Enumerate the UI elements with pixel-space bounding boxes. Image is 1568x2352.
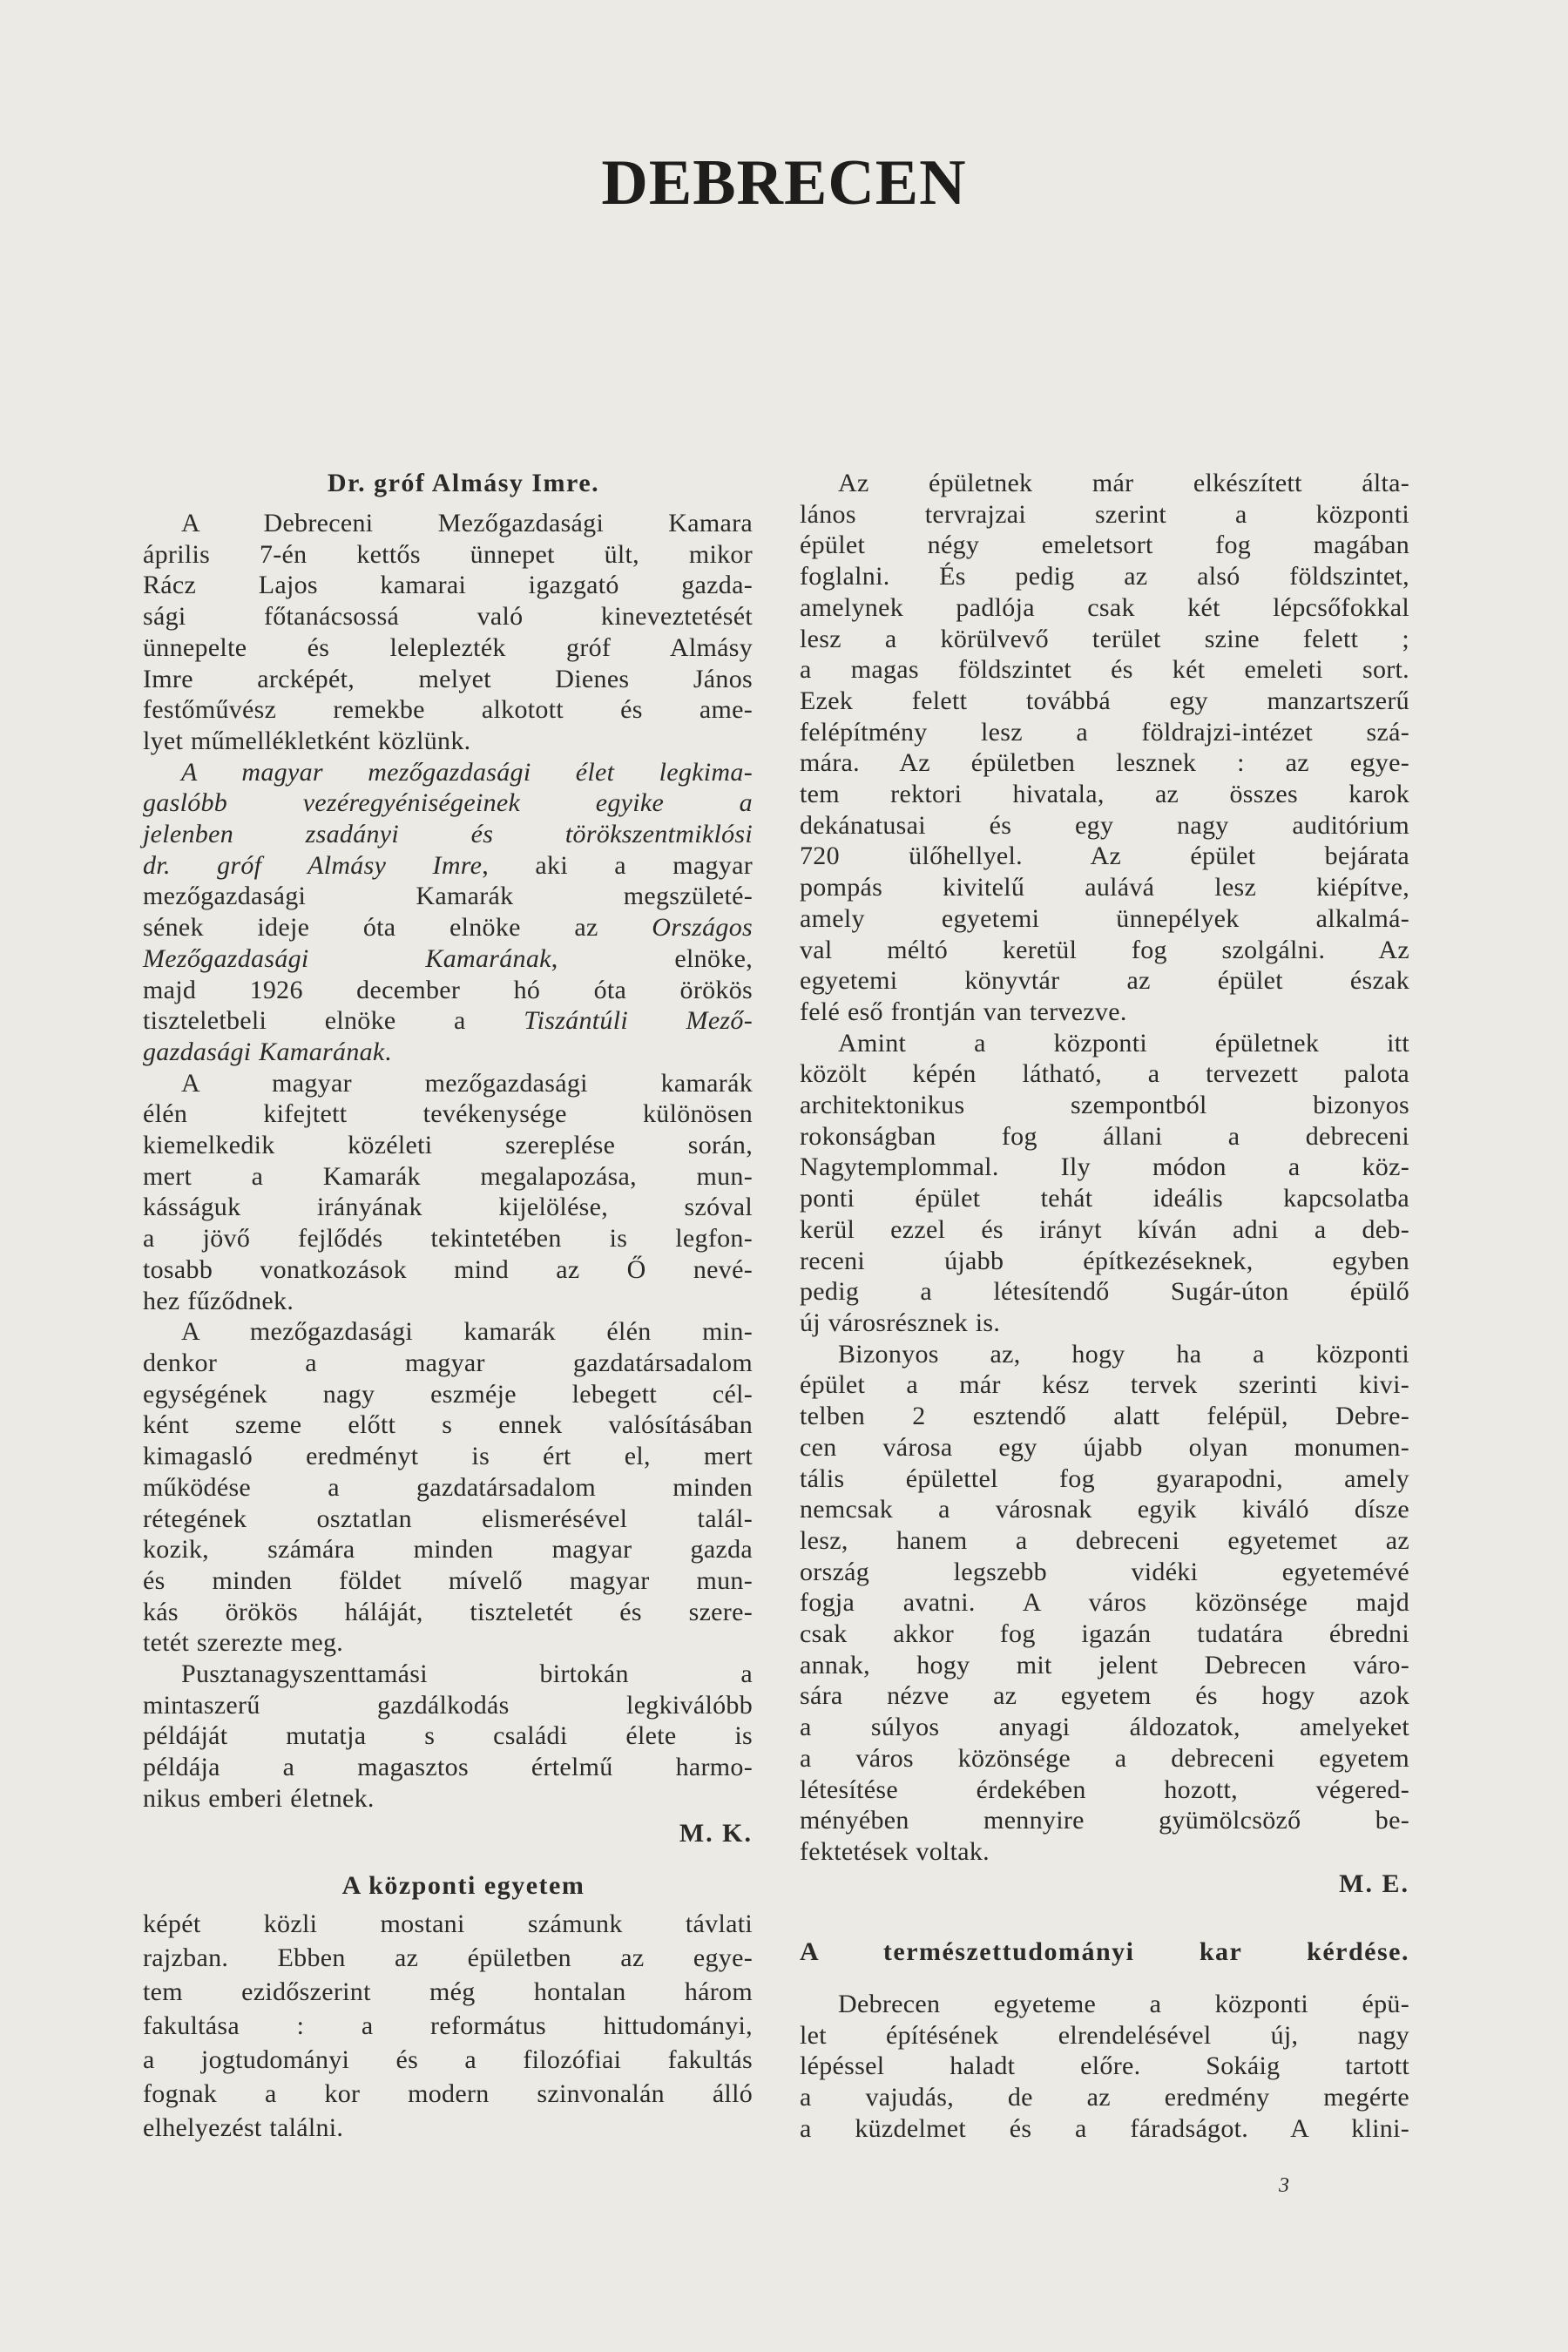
text-segment: rajzban. Ebben az épületben az egye-	[143, 1943, 753, 1972]
text-segment: működése a gazdatársadalom minden	[143, 1472, 753, 1502]
text-segment: új városrésznek is.	[800, 1308, 1001, 1337]
text-line	[800, 1369, 1409, 1401]
text-line	[143, 1783, 753, 1815]
text-segment: a jövő fejlődés tekintetében is legfon-	[143, 1224, 753, 1254]
text-segment: fakultása : a református hittudományi,	[143, 2011, 753, 2040]
text-line	[800, 965, 1409, 997]
text-segment: amely egyetemi ünnepélyek alkalmá-	[800, 903, 1409, 933]
text-line	[143, 508, 753, 539]
text-line	[143, 1005, 753, 1037]
text-line	[143, 570, 753, 601]
text-line	[143, 1037, 753, 1068]
text-line	[800, 1989, 1409, 2020]
text-segment: mert a Kamarák megalapozása, mun-	[143, 1161, 753, 1191]
text-line	[800, 1401, 1409, 1432]
text-line	[800, 779, 1409, 810]
text-line	[800, 1805, 1409, 1836]
text-segment: ország legszebb vidéki egyetemévé	[800, 1557, 1409, 1586]
author-signature: M. K.	[679, 1819, 753, 1848]
article-science-faculty	[800, 1989, 1409, 2145]
text-segment: nikus emberi életnek.	[143, 1783, 375, 1813]
text-segment: Imre arcképét, melyet Dienes János	[143, 664, 753, 693]
text-segment: és minden földet mívelő magyar mun-	[143, 1565, 753, 1595]
text-segment: épület négy emeletsort fog magában	[800, 531, 1409, 560]
text-line	[143, 1472, 753, 1504]
paragraph	[143, 1907, 753, 2145]
text-segment: , aki a magyar	[482, 850, 754, 880]
article-heading: A központi egyetem	[341, 1871, 585, 1900]
text-line	[800, 499, 1409, 531]
text-line	[143, 601, 753, 632]
text-line	[800, 2020, 1409, 2051]
text-segment: egyetemi könyvtár az épület észak	[800, 966, 1409, 996]
text-line	[800, 1308, 1409, 1339]
text-line	[800, 686, 1409, 717]
text-segment: csak akkor fog igazán tudatára ébredni	[800, 1619, 1409, 1649]
text-segment: mára. Az épületben lesznek : az egye-	[800, 748, 1409, 778]
text-line	[800, 592, 1409, 624]
text-line	[143, 694, 753, 726]
italic-text: Országos	[652, 913, 753, 943]
text-line	[143, 1534, 753, 1565]
text-segment: a vajudás, de az eredmény megérte	[800, 2083, 1409, 2112]
text-segment: Nagytemplommal. Ily módon a köz-	[800, 1152, 1409, 1182]
text-line	[143, 1379, 753, 1410]
text-segment: rétegének osztatlan elismerésével talál-	[143, 1504, 753, 1533]
text-line	[800, 2082, 1409, 2113]
text-line	[800, 717, 1409, 748]
text-segment: kásságuk irányának kijelölése, szóval	[143, 1193, 753, 1222]
text-segment: .	[384, 1037, 392, 1066]
text-segment: hez fűződnek.	[143, 1286, 294, 1315]
text-line	[800, 1619, 1409, 1650]
paragraph	[800, 1028, 1409, 1339]
text-line	[800, 841, 1409, 872]
text-segment: Debrecen egyeteme a központi épü-	[838, 1990, 1409, 2018]
text-segment: lépéssel haladt előre. Sokáig tartott	[800, 2051, 1409, 2081]
text-segment: lesz, hanem a debreceni egyetemet az	[800, 1525, 1409, 1555]
text-segment: cen városa egy újabb olyan monumen-	[800, 1432, 1409, 1462]
paragraph	[143, 1316, 753, 1659]
text-segment: fektetések voltak.	[800, 1836, 990, 1866]
text-line	[143, 726, 753, 757]
article-heading: Dr. gróf Almásy Imre.	[327, 469, 600, 497]
paragraph	[143, 1659, 753, 1815]
paragraph	[143, 1068, 753, 1317]
text-line	[143, 975, 753, 1006]
text-line	[800, 1090, 1409, 1121]
text-line	[800, 1525, 1409, 1557]
text-line	[800, 1276, 1409, 1308]
text-segment: sági főtanácsossá való kineveztetését	[143, 602, 753, 632]
text-line	[143, 2009, 753, 2043]
text-line	[143, 1597, 753, 1628]
text-segment: létesítése érdekében hozott, végered-	[800, 1774, 1409, 1804]
text-line	[143, 1752, 753, 1783]
text-segment: épület a már kész tervek szerinti kivi-	[800, 1370, 1409, 1400]
text-segment: a súlyos anyagi áldozatok, amelyeket	[800, 1713, 1409, 1742]
text-segment: receni újabb építkezéseknek, egyben	[800, 1246, 1409, 1275]
text-line	[800, 872, 1409, 903]
text-segment: tem ezidőszerint még hontalan három	[143, 1977, 753, 2006]
italic-text: jelenben zsadányi és törökszentmiklósi	[143, 820, 753, 849]
text-line	[800, 1121, 1409, 1152]
text-segment: a küzdelmet és a fáradságot. A klini-	[800, 2113, 1409, 2143]
text-segment: példája a magasztos értelmű harmo-	[143, 1753, 753, 1782]
text-segment: ponti épület tehát ideális kapcsolatba	[800, 1184, 1409, 1213]
text-line	[800, 1494, 1409, 1525]
text-segment: mintaszerű gazdálkodás legkiválóbb	[143, 1690, 753, 1720]
text-line	[143, 1504, 753, 1535]
text-segment: let építésének elrendelésével új, nagy	[800, 2020, 1409, 2050]
text-line	[143, 1254, 753, 1286]
text-segment: kiemelkedik közéleti szereplése során,	[143, 1131, 753, 1160]
text-segment: , elnöke,	[551, 943, 753, 973]
text-line	[143, 539, 753, 571]
text-segment: kerül ezzel és irányt kíván adni a deb-	[800, 1214, 1409, 1244]
text-line	[143, 1720, 753, 1752]
italic-text: Tiszántúli Mező-	[524, 1006, 753, 1036]
paragraph	[800, 1989, 1409, 2145]
text-segment: val méltó keretül fog szolgálni. Az	[800, 935, 1409, 964]
text-segment: fogja avatni. A város közönsége majd	[800, 1588, 1409, 1618]
text-segment: képét közli mostani számunk távlati	[143, 1909, 753, 1938]
text-segment: példáját mutatja s családi élete is	[143, 1721, 753, 1751]
text-line	[143, 2077, 753, 2111]
text-line	[800, 1214, 1409, 1246]
text-line	[143, 1348, 753, 1379]
text-line	[800, 1836, 1409, 1868]
text-line	[800, 1058, 1409, 1090]
paragraph	[800, 1339, 1409, 1868]
text-segment: architektonikus szempontból bizonyos	[800, 1091, 1409, 1120]
text-line	[143, 1659, 753, 1690]
text-segment: 720 ülőhellyel. Az épület bejárata	[800, 841, 1409, 871]
text-line	[143, 912, 753, 943]
text-line	[800, 624, 1409, 655]
text-segment: Ezek felett továbbá egy manzartszerű	[800, 686, 1409, 715]
article-university	[143, 1907, 753, 2145]
text-line	[800, 561, 1409, 592]
text-segment: annak, hogy mit jelent Debrecen váro-	[800, 1650, 1409, 1680]
text-line	[800, 903, 1409, 935]
text-line	[800, 747, 1409, 779]
text-segment: tiszteletbeli elnöke a	[143, 1006, 524, 1036]
text-segment: kozik, számára minden magyar gazda	[143, 1535, 753, 1565]
text-segment: sára nézve az egyetem és hogy azok	[800, 1681, 1409, 1711]
text-line	[143, 1316, 753, 1348]
text-segment: majd 1926 december hó óta örökös	[143, 975, 753, 1004]
paragraph	[800, 468, 1409, 1028]
paragraph	[143, 757, 753, 1068]
text-line	[800, 997, 1409, 1028]
page-title: DEBRECEN	[601, 147, 967, 219]
paragraph	[143, 508, 753, 757]
text-line	[143, 1098, 753, 1130]
text-segment: Az épületnek már elkészített álta-	[838, 469, 1409, 497]
text-line	[143, 943, 753, 975]
text-line	[143, 1907, 753, 1941]
text-line	[143, 2111, 753, 2145]
text-segment: ként szeme előtt s ennek valósításában	[143, 1410, 753, 1440]
text-line	[143, 787, 753, 819]
text-line	[800, 1774, 1409, 1806]
text-line	[143, 1409, 753, 1441]
text-segment: élén kifejtett tevékenysége különösen	[143, 1099, 753, 1129]
text-segment: lános tervrajzai szerint a központi	[800, 499, 1409, 529]
article-university-continued	[800, 468, 1409, 1868]
text-line	[143, 632, 753, 664]
text-line	[143, 1223, 753, 1254]
text-segment: festőművész remekbe alkotott és ame-	[143, 695, 753, 725]
text-line	[143, 1068, 753, 1099]
text-line	[800, 1650, 1409, 1681]
text-segment: közölt képén látható, a tervezett palota	[800, 1059, 1409, 1089]
text-segment: A mezőgazdasági kamarák élén min-	[181, 1317, 753, 1347]
text-segment: nemcsak a városnak egyik kiváló dísze	[800, 1495, 1409, 1524]
text-segment: dekánatusai és egy nagy auditórium	[800, 810, 1409, 840]
author-signature: M. E.	[1339, 1869, 1409, 1898]
text-segment: ünnepelte és leleplezték gróf Almásy	[143, 632, 753, 662]
text-segment: tetét szerezte meg.	[143, 1628, 344, 1658]
text-line	[800, 654, 1409, 686]
text-line	[143, 850, 753, 882]
text-segment: tem rektori hivatala, az összes karok	[800, 780, 1409, 809]
text-line	[143, 1286, 753, 1317]
text-line	[800, 1028, 1409, 1059]
text-segment: lesz a körülvevő terület szine felett ;	[800, 624, 1409, 653]
text-line	[143, 1130, 753, 1161]
article-heading: A természettudományi kar kérdése.	[800, 1937, 1409, 1966]
text-segment: a jogtudományi és a filozófiai fakultás	[143, 2045, 753, 2074]
text-segment: a város közönsége a debreceni egyetem	[800, 1743, 1409, 1773]
italic-text: gaslóbb vezéregyéniségeinek egyike a	[143, 788, 753, 818]
text-line	[800, 1680, 1409, 1712]
text-segment: felé eső frontján van tervezve.	[800, 997, 1127, 1026]
text-segment: kimagasló eredményt is ért el, mert	[143, 1442, 753, 1471]
text-segment: pompás kivitelű aulává lesz kiépítve,	[800, 873, 1409, 902]
text-line	[800, 1463, 1409, 1495]
text-segment: ményében mennyire gyümölcsöző be-	[800, 1806, 1409, 1835]
text-line	[143, 881, 753, 912]
text-line	[143, 1690, 753, 1721]
text-line	[800, 935, 1409, 966]
text-segment: elhelyezést találni.	[143, 2113, 344, 2142]
text-line	[800, 1246, 1409, 1277]
text-segment: foglalni. És pedig az alsó földszintet,	[800, 562, 1409, 591]
text-segment: április 7-én kettős ünnepet ült, mikor	[143, 539, 753, 569]
text-segment: kás örökös háláját, tiszteletét és szere-	[143, 1597, 753, 1626]
text-segment: A Debreceni Mezőgazdasági Kamara	[181, 509, 753, 537]
text-line	[800, 1183, 1409, 1214]
italic-text: dr. gróf Almásy Imre	[143, 850, 483, 880]
text-segment: amelynek padlója csak két lépcsőfokkal	[800, 592, 1409, 622]
page-number: 3	[1279, 2174, 1289, 2197]
text-segment: Rácz Lajos kamarai igazgató gazda-	[143, 571, 753, 600]
text-line	[800, 810, 1409, 841]
text-line	[143, 1941, 753, 1975]
text-line	[143, 1192, 753, 1223]
text-segment: Pusztanagyszenttamási birtokán a	[181, 1659, 753, 1689]
article-almasy	[143, 468, 753, 1815]
text-line	[143, 1975, 753, 2009]
text-segment: tosabb vonatkozások mind az Ő nevé-	[143, 1254, 753, 1284]
text-segment: Amint a központi épületnek itt	[838, 1028, 1409, 1058]
text-segment: a magas földszintet és két emeleti sort.	[800, 655, 1409, 685]
italic-text: Mezőgazdasági Kamarának	[143, 943, 551, 973]
text-segment: felépítmény lesz a földrajzi-intézet szá-	[800, 717, 1409, 747]
text-line	[800, 1557, 1409, 1588]
text-line	[143, 819, 753, 850]
text-line	[143, 1441, 753, 1472]
text-line	[143, 757, 753, 788]
text-segment: telben 2 esztendő alatt felépül, Debre-	[800, 1402, 1409, 1431]
text-segment: rokonságban fog állani a debreceni	[800, 1121, 1409, 1151]
text-segment: A magyar mezőgazdasági kamarák	[181, 1068, 753, 1098]
text-line	[800, 530, 1409, 561]
text-line	[800, 1712, 1409, 1743]
text-line	[800, 1743, 1409, 1774]
text-segment: tális épülettel fog gyarapodni, amely	[800, 1463, 1409, 1493]
text-segment: pedig a létesítendő Sugár-úton épülő	[800, 1277, 1409, 1307]
text-line	[800, 2113, 1409, 2145]
text-line	[143, 664, 753, 695]
text-line	[143, 1565, 753, 1597]
text-line	[800, 1152, 1409, 1183]
text-segment: mezőgazdasági Kamarák megszületé-	[143, 882, 753, 911]
text-segment: fognak a kor modern szinvonalán álló	[143, 2079, 753, 2108]
text-line	[800, 2051, 1409, 2082]
text-segment: lyet műmellékletként közlünk.	[143, 726, 471, 755]
text-segment: denkor a magyar gazdatársadalom	[143, 1348, 753, 1377]
text-line	[800, 1339, 1409, 1370]
italic-text: gazdasági Kamarának	[143, 1037, 385, 1066]
text-line	[143, 1161, 753, 1193]
text-segment: sének ideje óta elnöke az	[143, 913, 652, 943]
italic-text: A magyar mezőgazdasági élet legkima-	[181, 757, 753, 787]
text-line	[800, 1432, 1409, 1463]
text-line	[800, 468, 1409, 499]
text-segment: Bizonyos az, hogy ha a központi	[838, 1339, 1409, 1369]
text-line	[143, 2043, 753, 2077]
text-line	[143, 1627, 753, 1659]
text-segment: egységének nagy eszméje lebegett cél-	[143, 1379, 753, 1409]
text-line	[800, 1587, 1409, 1619]
